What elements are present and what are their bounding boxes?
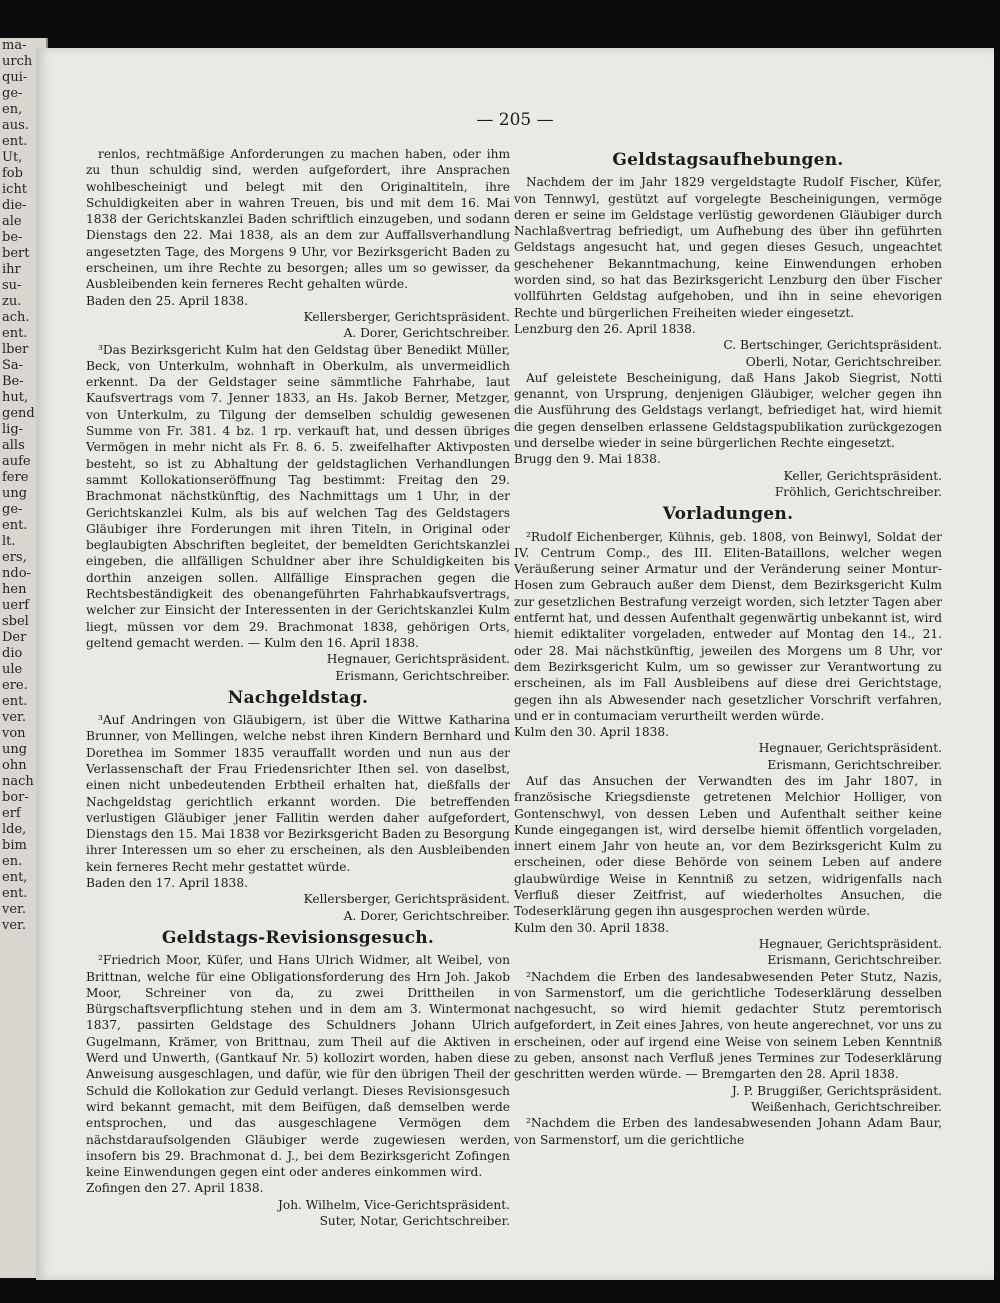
newspaper-page	[36, 48, 994, 1280]
signature-line: Erismann, Gerichtschreiber.	[767, 953, 942, 968]
signature-line: Hegnauer, Gerichtspräsident.	[758, 936, 942, 951]
section-heading: Vorladungen.	[662, 504, 794, 525]
edge-fragment: ohn	[2, 758, 27, 773]
notice-paragraph: Nachdem der im Jahr 1829 vergeldstagte Rudolf Fischer, Küfer, von Tennwyl, gestützt auf vorgelegte Bescheinigungen, vermöge deren er seine im Geldstage verlüstig gewordenen Gläubiger durch Nachlaßvertrag befriedigt, um Aufhebung des über ihn geführten Geldstags angesucht hat, und gegen dieses Gesuch, ungeachtet geschehener Bekanntmachung, keine Einwendungen erhoben worden sind, so hat das Bezirksgericht Lenzburg den über Fischer vollführten Geldstag aufgehoben, und ihn in seine ehevorigen Rechte und bürgerlichen Freiheiten wieder eingesetzt.	[514, 175, 942, 320]
signature-line: Weißenhach, Gerichtschreiber.	[751, 1099, 942, 1114]
edge-fragment: ent.	[2, 886, 28, 901]
place-date-line: Baden den 25. April 1838.	[86, 293, 248, 308]
signature-line: A. Dorer, Gerichtschreiber.	[343, 326, 510, 341]
signature-line: Hegnauer, Gerichtspräsident.	[326, 652, 510, 667]
edge-fragment: en,	[2, 102, 23, 117]
edge-fragment: bert	[2, 246, 30, 261]
edge-fragment: su-	[2, 278, 22, 293]
edge-fragment: von	[2, 726, 26, 741]
right-column	[514, 146, 942, 1148]
edge-fragment: aufe	[2, 454, 31, 469]
edge-fragment: ung	[2, 742, 28, 757]
signature-line: A. Dorer, Gerichtschreiber.	[343, 908, 510, 923]
edge-fragment: ung	[2, 486, 28, 501]
edge-fragment: ere.	[2, 678, 28, 693]
edge-fragment: fere	[2, 470, 29, 485]
edge-fragment: dio	[2, 646, 23, 661]
edge-fragment: Ut,	[2, 150, 23, 165]
edge-fragment: ge-	[2, 86, 23, 101]
edge-fragment: qui-	[2, 70, 28, 85]
edge-fragment: lig-	[2, 422, 24, 437]
edge-fragment: ent.	[2, 694, 28, 709]
edge-fragment: Der	[2, 630, 27, 645]
edge-fragment: ver.	[2, 918, 26, 933]
edge-fragment: ver.	[2, 902, 26, 917]
edge-fragment: ers,	[2, 550, 27, 565]
edge-fragment: lt.	[2, 534, 16, 549]
left-column	[86, 146, 510, 1229]
edge-fragment: uerf	[2, 598, 30, 613]
edge-fragment: Sa-	[2, 358, 24, 373]
edge-fragment: hen	[2, 582, 27, 597]
signature-line: C. Bertschinger, Gerichtspräsident.	[723, 338, 942, 353]
edge-fragment: ale	[2, 214, 22, 229]
edge-fragment: die-	[2, 198, 27, 213]
edge-fragment: Be-	[2, 374, 24, 389]
notice-paragraph: Auf geleistete Bescheinigung, daß Hans Jakob Siegrist, Notti genannt, von Ursprung, denjenigen Gläubiger, welcher gegen ihn die Ausführung des Geldstags verlangt, befriediget hat, wird hiemit die gegen denselben erlassene Geldstagspublikation zurückgezogen und derselbe wieder in seine bürgerlichen Rechte eingesetzt.	[514, 370, 942, 451]
edge-fragment: bor-	[2, 790, 29, 805]
signature-line: Keller, Gerichtspräsident.	[783, 468, 942, 483]
edge-fragment: sbel	[2, 614, 29, 629]
signature-line: Fröhlich, Gerichtschreiber.	[774, 484, 942, 499]
edge-fragment: ver.	[2, 710, 26, 725]
place-date-line: Brugg den 9. Mai 1838.	[514, 452, 661, 467]
edge-fragment: en.	[2, 854, 23, 869]
edge-fragment: fob	[2, 166, 23, 181]
notice-paragraph: ³Das Bezirksgericht Kulm hat den Geldstag über Benedikt Müller, Beck, von Unterkulm, wohnhaft in Oberkulm, als unvermeidlich erkennt. Da der Geldstager seine sämmtliche Fahrhabe, laut Kaufsvertrags vom 7. Jenner 1833, an Hs. Jakob Berner, Metzger, von Unterkulm, zu Tilgung der demselben schuldig gewesenen Summe von Fr. 381. 4 bz. 1 rp. verkauft hat, und dessen übriges Vermögen in mehr nicht als Fr. 8. 6. 5. zweifelhafter Aktivposten besteht, so ist zu Abhaltung der geldstaglichen Verhandlungen sammt Kollokationseröffnung Tag bestimmt: Freitag den 29. Brachmonat nächstkünftig, des Nachmittags um 1 Uhr, in der Gerichtskanzlei Kulm, als bis auf welchen Tag des Geldstagers Gläubiger ihre Forderungen mit ihren Titeln, in Original oder beglaubigten Abschriften begleitet, der bemeldten Gerichtskanzlei eingeben, die allfälligen Schuldner aber ihre Schuldigkeiten bis dorthin anzeigen sollen. Allfällige Einsprachen gegen die Rechtsbeständigkeit des obenangeführten Fahrhabkaufsvertrags, welcher zur Einsicht der Interessenten in der Gerichtskanzlei Kulm liegt, müssen vor dem 29. Brachmonat 1838, gehörigen Orts, geltend gemacht werden. — Kulm den 16. April 1838.	[86, 342, 510, 650]
edge-fragment: urch	[2, 54, 33, 69]
notice-paragraph: ²Nachdem die Erben des landesabwesenden Peter Stutz, Nazis, von Sarmenstorf, um die gerichtliche Todeserklärung desselben nachgesucht, so wird hiemit gedachter Stutz peremtorisch aufgefordert, in Zeit eines Jahres, von heute angerechnet, vor uns zu erscheinen, oder auf irgend eine Weise von seinem Leben Kenntniß zu geben, ansonst nach Verfluß jenes Termines zur Todeserklärung geschritten werden würde. — Bremgarten den 28. April 1838.	[514, 969, 942, 1082]
section-heading: Geldstagsaufhebungen.	[612, 150, 844, 170]
signature-line: Kellersberger, Gerichtspräsident.	[303, 892, 510, 907]
edge-fragment: ent.	[2, 134, 28, 149]
edge-fragment: hut,	[2, 390, 29, 405]
signature-line: Kellersberger, Gerichtspräsident.	[303, 309, 510, 324]
edge-fragment: lde,	[2, 822, 27, 837]
signature-line: Erismann, Gerichtschreiber.	[335, 668, 510, 683]
signature-line: Erismann, Gerichtschreiber.	[767, 757, 942, 772]
notice-paragraph: Auf das Ansuchen der Verwandten des im Jahr 1807, in französische Kriegsdienste getretenen Melchior Holliger, von Gontenschwyl, von dessen Leben und Aufenthalt seither keine Kunde eingegangen ist, wird derselbe hiemit öffentlich vorgeladen, innert einem Jahr von heute an, vor dem Bezirksgericht Kulm zu erscheinen, oder diese Behörde von seinem Leben auf andere glaubwürdige Weise in Kenntniß zu setzen, widrigenfalls nach Verfluß dieser Zeitfrist, auf wiederholtes Ansuchen, die Todeserklärung gegen ihn ausgesprochen werden würde.	[514, 773, 942, 919]
place-date-line: Kulm den 30. April 1838.	[514, 920, 669, 935]
edge-fragment: ent.	[2, 326, 28, 341]
edge-fragment: ent,	[2, 870, 28, 885]
edge-fragment: nach	[2, 774, 34, 789]
edge-fragment: zu.	[2, 294, 22, 309]
signature-line: Oberli, Notar, Gerichtschreiber.	[745, 354, 942, 369]
section-heading: Geldstags-Revisionsgesuch.	[161, 927, 435, 948]
signature-line: Suter, Notar, Gerichtschreiber.	[319, 1214, 510, 1228]
edge-fragment: ndo-	[2, 566, 31, 581]
edge-fragment: ihr	[2, 262, 21, 277]
place-date-line: Kulm den 30. April 1838.	[514, 725, 669, 740]
place-date-line: Lenzburg den 26. April 1838.	[514, 321, 696, 336]
section-heading: Nachgeldstag.	[227, 687, 369, 708]
notice-paragraph: renlos, rechtmäßige Anforderungen zu machen haben, oder ihm zu thun schuldig sind, werden aufgefordert, ihre Ansprachen wohlbescheinigt und belegt mit den Originaltiteln, ihre Schuldigkeiten aber in wahren Treuen, bis und mit dem 16. Mai 1838 der Gerichtskanzlei Baden schriftlich einzugeben, und sodann Dienstags den 22. Mai 1838, als an dem zur Auffallsverhandlung angesetzten Tage, des Morgens 9 Uhr, vor Bezirksgericht Baden zu erscheinen, um ihre Rechte zu besorgen; alles um so gewisser, da Ausbleibenden kein ferneres Recht gehalten würde.	[86, 147, 510, 292]
edge-fragment: bim	[2, 838, 27, 853]
edge-fragment: ent.	[2, 518, 28, 533]
edge-fragment: alls	[2, 438, 25, 453]
signature-line: Hegnauer, Gerichtspräsident.	[758, 741, 942, 756]
edge-fragment: lber	[2, 342, 29, 357]
place-date-line: Baden den 17. April 1838.	[86, 876, 248, 891]
place-date-line: Zofingen den 27. April 1838.	[86, 1181, 264, 1196]
edge-fragment: icht	[2, 182, 28, 197]
edge-fragment: ach.	[2, 310, 30, 325]
edge-fragment: ma-	[2, 38, 27, 53]
edge-fragment: ge-	[2, 502, 23, 517]
notice-paragraph: ³Auf Andringen von Gläubigern, ist über die Wittwe Katharina Brunner, von Mellingen, welche nebst ihren Kindern Bernhard und Dorethea im Sommer 1835 verauffallt worden und nun aus der Verlassenschaft der Frau Friedensrichter Ithen sel. von daselbst, einen nicht unbedeutenden Erbtheil erhalten hat, dießfalls der Nachgeldstag gerichtlich erkannt worden. Die betreffenden verlustigen Gläubiger jener Fallitin werden daher aufgefordert, Dienstags den 15. Mai 1838 vor Bezirksgericht Baden zu Besorgung ihrer Interessen um so eher zu erscheinen, als den Ausbleibenden kein ferneres Recht mehr gestattet würde.	[86, 713, 510, 874]
signature-line: Joh. Wilhelm, Vice-Gerichtspräsident.	[277, 1197, 510, 1212]
edge-fragment: be-	[2, 230, 23, 245]
edge-fragment: erf	[2, 806, 21, 821]
signature-line: J. P. Bruggißer, Gerichtspräsident.	[731, 1083, 942, 1098]
page-number: — 205 —	[476, 110, 554, 130]
notice-paragraph: ²Rudolf Eichenberger, Kühnis, geb. 1808, von Beinwyl, Soldat der IV. Centrum Comp., des III. Eliten-Bataillons, welcher wegen Veräußerung seiner Armatur und der Veränderung seiner Montur-Hosen zum Gebrauch außer dem Dienst, dem Bezirksgericht Kulm zur gesetzlichen Bestrafung verzeigt worden, sich letzter Tagen aber entfernt hat, und dessen Aufenthalt gegenwärtig unbekannt ist, wird hiemit ediktaliter vorgeladen, entweder auf Montag den 14., 21. oder 28. Mai nächstkünftig, jeweilen des Morgens um 8 Uhr, vor dem Bezirksgericht Kulm, um so gewisser zur Verantwortung zu erscheinen, als im Fall Ausbleibens auf diese drei Gerichtstage, gegen ihn als Abwesender nach gesetzlicher Vorschrift verfahren, und er in contumaciam verurtheilt werden würde.	[514, 529, 942, 723]
notice-paragraph: ²Friedrich Moor, Küfer, und Hans Ulrich Widmer, alt Weibel, von Brittnan, welche für eine Obligationsforderung des Hrn Joh. Jakob Moor, Schreiner von da, zu zwei Drittheilen in Bürgschaftsverpflichtung stehen und in dem am 3. Wintermonat 1837, passirten Geldstage des Schuldners Johann Ulrich Gugelmann, Krämer, von Brittnau, zum Theil auf die Aktiven in Werd und Unwerth, (Gantkauf Nr. 5) kollozirt worden, haben diese Anweisung ausgeschlagen, und dafür, wie für den übrigen Theil der Schuld die Kollokation zur Geduld verlangt. Dieses Revisionsgesuch wird bekannt gemacht, mit dem Beifügen, daß demselben werde entsprochen, und das ausgeschlagene Vermögen dem nächstdaraufsolgenden Gläubiger werde zugewiesen werden, insofern bis 29. Brachmonat d. J., bei dem Bezirksgericht Zofingen keine Einwendungen gegen eint oder anderes einkommen wird.	[86, 953, 510, 1180]
edge-fragment: ule	[2, 662, 23, 677]
notice-paragraph: ²Nachdem die Erben des landesabwesenden Johann Adam Baur, von Sarmenstorf, um die gerichtliche	[514, 1116, 942, 1147]
edge-fragment: gend	[2, 406, 35, 421]
edge-fragment: aus.	[2, 118, 29, 133]
